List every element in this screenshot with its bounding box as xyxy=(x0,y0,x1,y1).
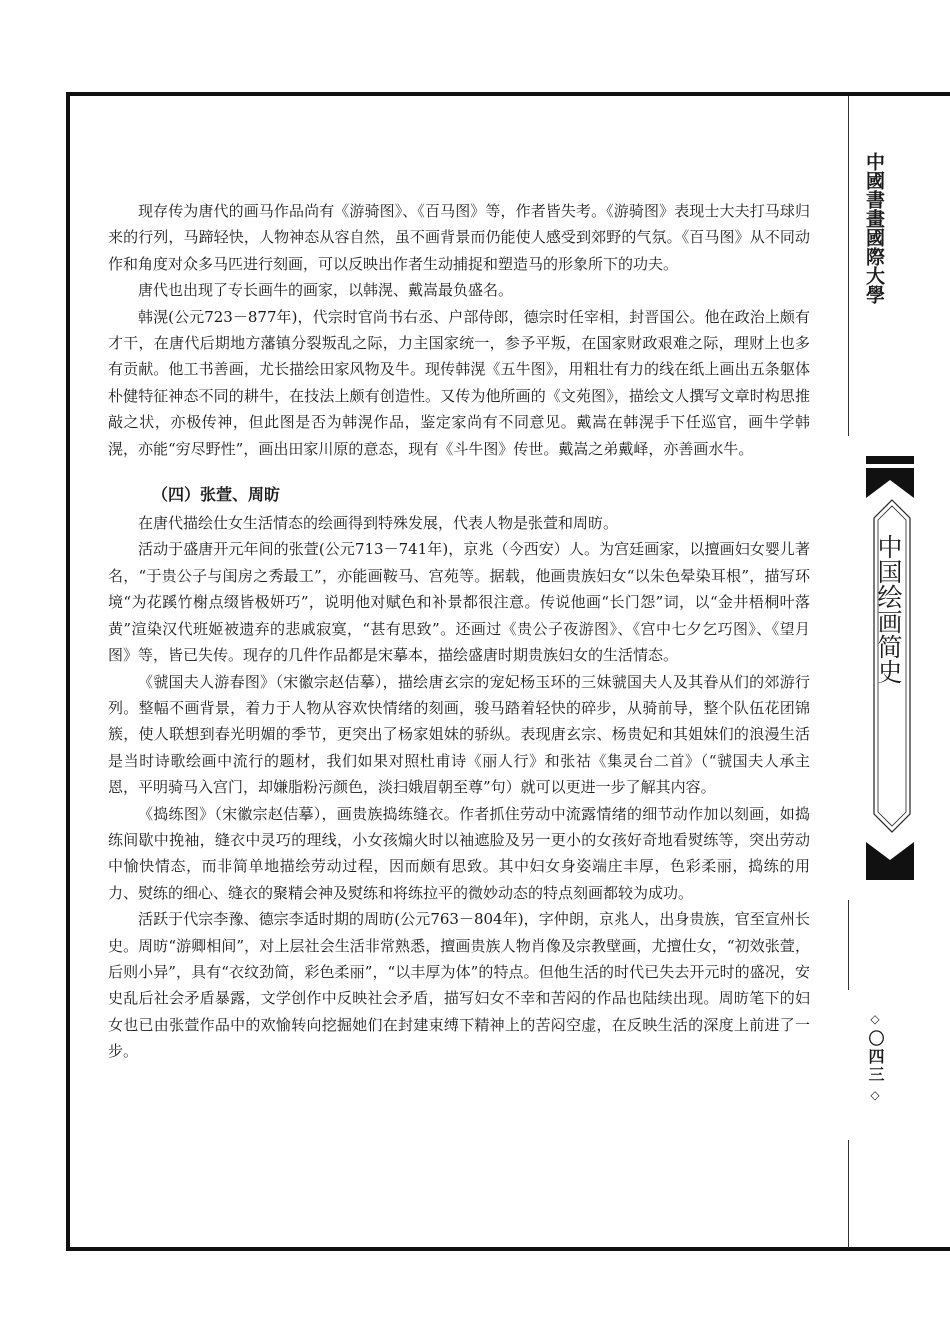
diamond-icon: ◇ xyxy=(870,1012,880,1026)
paragraph: 现存传为唐代的画马作品尚有《游骑图》、《百马图》等，作者皆失考。《游骑图》表现士大夫打马球归来的行列，马蹄轻快，人物神态从容自然，虽不画背景而仍能使人感受到郊野的气氛。《百马图》从不同动作和角度对众多马匹进行刻画，可以反映出作者生动捕捉和塑造马的形象所下的功夫。 xyxy=(108,202,810,273)
paragraph: 在唐代描绘仕女生活情态的绘画得到特殊发展，代表人物是张萱和周昉。 xyxy=(138,514,619,533)
series-title: 中國書畫國際大學 xyxy=(863,152,885,304)
main-text xyxy=(108,198,810,1065)
sidebar-divider-bottom xyxy=(848,1140,849,1248)
paragraph: 韩滉(公元723－877年)，代宗时官尚书右丞、户部侍郎，德宗时任宰相，封晋国公。他在政治上颇有才干，在唐代后期地方藩镇分裂叛乱之际，力主国家统一，参予平叛，在国家财政艰难之际，理财上也多有贡献。他工书善画，尤长描绘田家风物及牛。现传韩滉《五牛图》，用粗壮有力的线在纸上画出五条躯体朴健特征神态不同的耕牛，在技法上颇有创造性。又传为他所画的《文苑图》，描绘文人撰写文章时构思推敲之状，亦极传神，但此图是否为韩滉作品，鉴定家尚有不同意见。戴嵩在韩滉手下任巡官，画牛学韩滉，亦能“穷尽野性”，画出田家川原的意态，现有《斗牛图》传世。戴嵩之弟戴峄，亦善画水牛。 xyxy=(108,307,810,458)
sidebar-divider-top xyxy=(848,96,849,436)
banner-top-ornament xyxy=(866,468,914,498)
page-frame-top xyxy=(66,92,950,96)
page-frame-bottom xyxy=(66,1247,950,1251)
banner-bottom-ornament xyxy=(866,842,914,872)
banner-bottom-bar xyxy=(866,872,914,880)
sidebar-divider-middle xyxy=(848,900,849,990)
section-heading: （四）张萱、周昉 xyxy=(152,485,281,505)
paragraph: 《捣练图》（宋徽宗赵佶摹），画贵族捣练缝衣。作者抓住劳动中流露情绪的细节动作加以刻画，如捣练间歇中挽袖，缝衣中灵巧的理线，小女孩煽火时以袖遮脸及另一更小的女孩好奇地看熨练等，突出劳动中愉快情态，而非简单地描绘劳动过程，因而颇有思致。其中妇女身姿端庄丰厚，色彩柔丽，捣练的用力、熨练的细心、缝衣的聚精会神及熨练和将练拉平的微妙动态的特点刻画都较为成功。 xyxy=(108,804,810,902)
paragraph: 活动于盛唐开元年间的张萱(公元713－741年)，京兆（今西安）人。为宫廷画家，以擅画妇女婴儿著名，“于贵公子与闺房之秀最工”，亦能画鞍马、宫苑等。据载，他画贵族妇女“以朱色晕染耳根”，描写环境“为花蹊竹榭点缀皆极妍巧”，说明他对赋色和补景都很注意。传说他画“长门怨”词，以“金井梧桐叶落黄”渲染汉代班姬被遗弃的悲戚寂寞，“甚有思致”。还画过《贵公子夜游图》、《宫中七夕乞巧图》、《望月图》等，皆已失传。现存的几件作品都是宋摹本，描绘盛唐时期贵族妇女的生活情态。 xyxy=(108,540,810,665)
page-frame-left xyxy=(66,92,70,1250)
book-title: 中国绘画简史 xyxy=(874,534,903,684)
banner-top-bar xyxy=(866,456,914,464)
paragraph: 《虢国夫人游春图》（宋徽宗赵佶摹），描绘唐玄宗的宠妃杨玉环的三妹虢国夫人及其眷从们的郊游行列。整幅不画背景，着力于人物从容欢快情绪的刻画，骏马踏着轻快的碎步，从骑前导，整个队伍花团锦簇，使人联想到春光明媚的季节，更突出了杨家姐妹的骄纵。表现唐玄宗、杨贵妃和其姐妹们的浪漫生活是当时诗歌绘画中流行的题材，我们如果对照杜甫诗《丽人行》和张祜《集灵台二首》（“虢国夫人承主恩，平明骑马入宫门，却嫌脂粉污颜色，淡扫娥眉朝至尊”句）就可以更进一步了解其内容。 xyxy=(108,672,810,797)
page-number-text: 〇四三 xyxy=(866,1030,885,1084)
diamond-icon: ◇ xyxy=(870,1088,880,1102)
paragraph: 活跃于代宗李豫、德宗李适时期的周昉(公元763－804年)，字仲朗，京兆人，出身贵族，官至宣州长史。周昉“游卿相间”，对上层社会生活非常熟悉，擅画贵族人物肖像及宗教壁画，尤擅仕女，“初效张萱，后则小异”，具有“衣纹劲简，彩色柔丽”，“以丰厚为体”的特点。但他生活的时代已失去开元时的盛况，安史乱后社会矛盾暴露，文学创作中反映社会矛盾，描写妇女不幸和苦闷的作品也陆续出现。周昉笔下的妇女也已由张萱作品中的欢愉转向挖掘她们在封建束缚下精神上的苦闷空虚，在反映生活的深度上前进了一步。 xyxy=(108,910,810,1061)
page-number xyxy=(862,1008,888,1106)
paragraph: 唐代也出现了专长画牛的画家，以韩滉、戴嵩最负盛名。 xyxy=(138,281,514,300)
